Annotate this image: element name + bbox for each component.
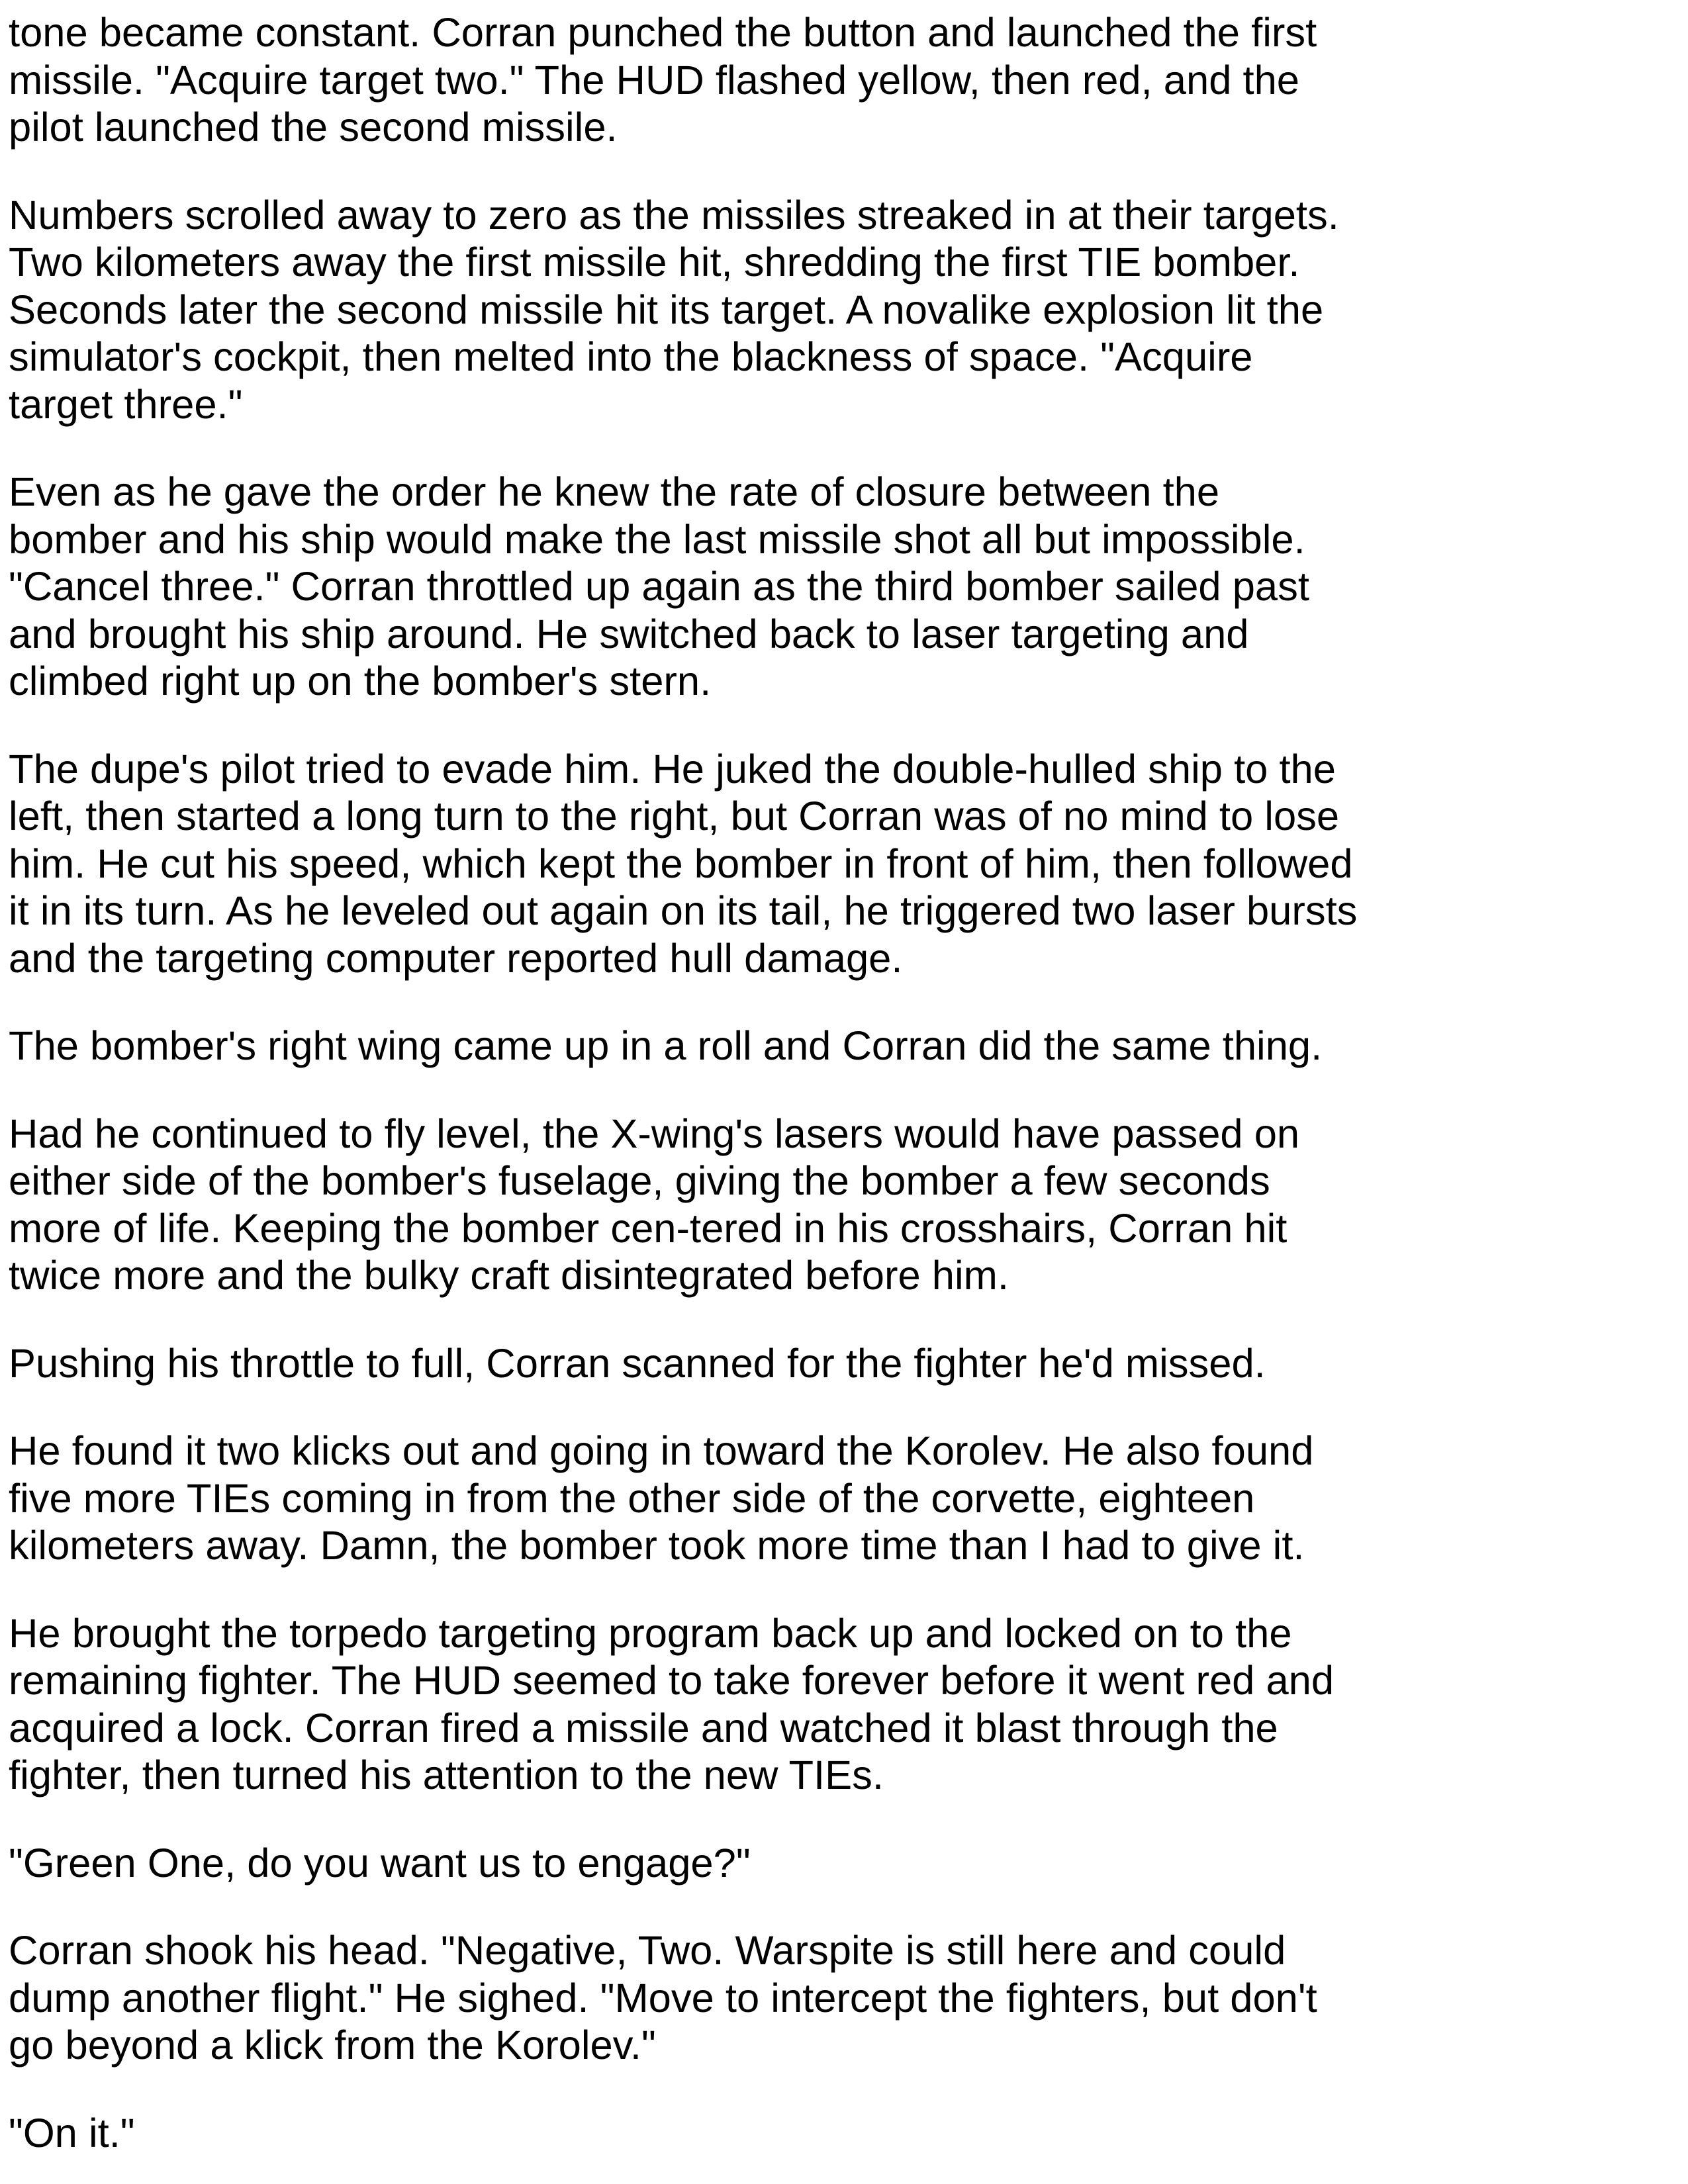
paragraph-1: tone became constant. Corran punched the button and launched the first missile. "Acquire target two." The HUD flashed yellow, then red, and the pilot launched the second missile. <box>9 10 1317 150</box>
paragraph-11: Corran shook his head. "Negative, Two. Warspite is still here and could dump another flight." He sighed. "Move to intercept the fighters, but don't go beyond a klick from the Korolev." <box>9 1928 1317 2068</box>
paragraph-3: Even as he gave the order he knew the rate of closure between the bomber and his ship would make the last missile shot all but impossible. "Cancel three." Corran throttled up again as the third bomber sailed past and brought his ship around. He switched back to laser targeting and climbed right up on the bomber's stern. <box>9 469 1309 704</box>
paragraph-6: Had he continued to fly level, the X-wing's lasers would have passed on either side of the bomber's fuselage, giving the bomber a few seconds more of life. Keeping the bomber cen-tered in his crosshairs, Corran hit twice more and the bulky craft disintegrated before him. <box>9 1111 1300 1298</box>
paragraph-9: He brought the torpedo targeting program back up and locked on to the remaining fighter. The HUD seemed to take forever before it went red and acquired a lock. Corran fired a missile and watched it blast through the fighter, then turned his attention to the new TIEs. <box>9 1610 1335 1798</box>
paragraph-5: The bomber's right wing came up in a roll and Corran did the same thing. <box>9 1023 1323 1069</box>
document-page <box>9 9 1399 2157</box>
paragraph-4: The dupe's pilot tried to evade him. He juked the double-hulled ship to the left, then started a long turn to the right, but Corran was of no mind to lose him. He cut his speed, which kept the bomber in front of him, then followed it in its turn. As he leveled out again on its tail, he triggered two laser bursts and the targeting computer reported hull damage. <box>9 746 1358 981</box>
paragraph-7: Pushing his throttle to full, Corran scanned for the fighter he'd missed. <box>9 1340 1266 1387</box>
paragraph-8: He found it two klicks out and going in toward the Korolev. He also found five more TIEs coming in from the other side of the corvette, eighteen kilometers away. Damn, the bomber took more time than I had to give it. <box>9 1428 1314 1569</box>
paragraph-2: Numbers scrolled away to zero as the missiles streaked in at their targets. Two kilometers away the first missile hit, shredding the first TIE bomber. Seconds later the second missile hit its target. A novalike explosion lit the simulator's cockpit, then melted into the blackness of space. "Acquire target three." <box>9 192 1339 428</box>
paragraph-10: "Green One, do you want us to engage?" <box>9 1840 751 1886</box>
paragraph-12: "On it." <box>9 2110 135 2156</box>
